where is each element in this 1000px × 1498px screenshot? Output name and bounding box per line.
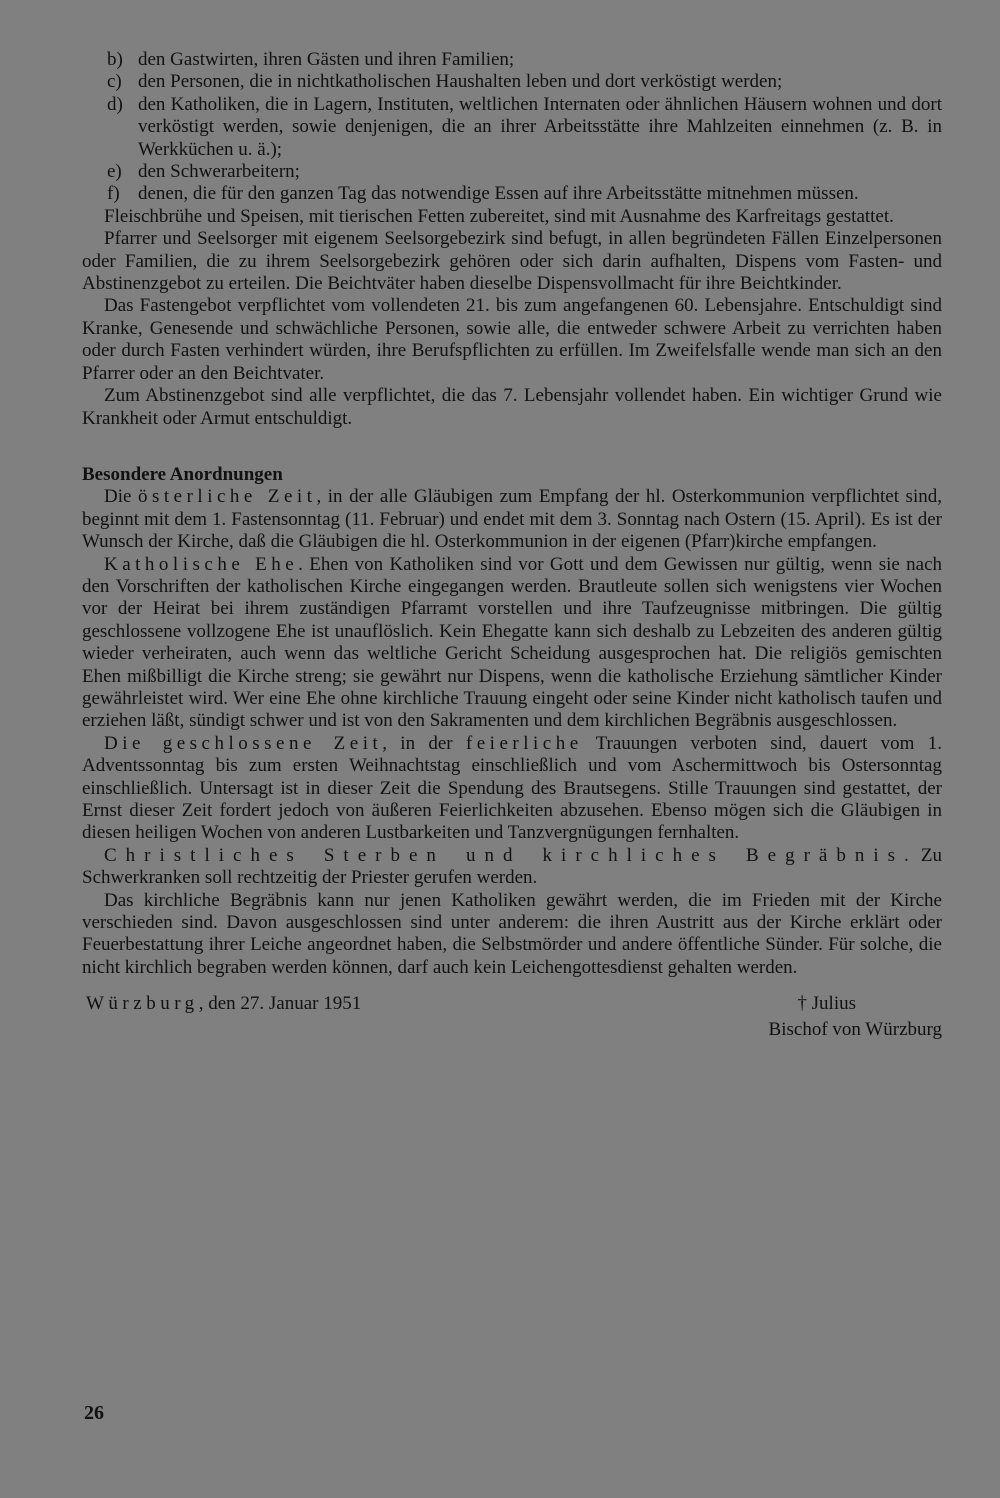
signature-name: † Julius <box>797 993 856 1015</box>
list-item <box>82 94 942 161</box>
list-item <box>82 161 942 183</box>
text-segment: Die <box>104 486 138 508</box>
signature-block <box>82 993 942 1045</box>
text-segment: . Zu Schwerkranken soll rechtzeitig der Priester gerufen werden. <box>82 844 942 889</box>
signature-date: , den 27. Januar 1951 <box>198 993 362 1015</box>
list-item-text: den Gastwirten, ihren Gästen und ihren Familien; <box>138 49 515 70</box>
paragraph-geschlossene-zeit <box>82 733 942 845</box>
list-item-label: e) <box>107 161 122 183</box>
list-item <box>82 71 942 93</box>
list-item-label: f) <box>107 183 120 205</box>
text-segment: Trauungen verboten sind, dauert vom 1. Adventssonntag bis zum ersten Weihnachtstag einschließlich und vom Aschermittwoch bis Ostersonntag einschließlich. Untersagt ist in dieser Zeit die Spendung des Brautsegens. Stille Trauungen sind gestattet, der Ernst dieser Zeit fordert jedoch von äußeren Feierlichkeiten abzusehen. Ebenso mögen sich die Gläubigen in diesen heiligen Wochen von anderen Lustbarkeiten und Tanzvergnügungen fernhalten. <box>82 732 942 844</box>
paragraph-fleischbruehe: Fleischbrühe und Speisen, mit tierischen Fetten zubereitet, sind mit Ausnahme des Karfreitags gestattet. <box>104 205 894 227</box>
paragraph-christliches-sterben <box>82 845 942 890</box>
text-segment: , in der <box>382 732 466 754</box>
paragraph-fastengebot: Das Fastengebot verpflichtet vom vollendeten 21. bis zum angefangenen 60. Lebensjahre. Entschuldigt sind Kranke, Genesende und schwächliche Personen, sowie alle, die entweder schwere Arbeit zu verrichten haben oder durch Fasten verhindert würden, ihre Berufspflichten zu erfüllen. Im Zweifelsfalle wende man sich an den Pfarrer oder an den Beichtvater. <box>82 295 942 384</box>
text-segment: , in der alle Gläubigen zum Empfang der hl. Osterkommunion verpflichtet sind, beginnt mit dem 1. Fastensonntag (11. Februar) und endet mit dem 3. Sonntag nach Ostern (15. April). Es ist der Wunsch der Kirche, daß die Gläubigen die hl. Osterkommunion in der eigenen (Pfarr)kirche empfangen. <box>82 486 942 553</box>
spaced-term: feierliche <box>465 732 583 754</box>
list-item-label: c) <box>107 71 122 93</box>
list-item-text: den Schwerarbeitern; <box>138 161 300 183</box>
signature-place-date <box>86 993 361 1015</box>
list-item <box>82 49 942 71</box>
paragraph-begraebnis: Das kirchliche Begräbnis kann nur jenen Katholiken gewährt werden, die im Frieden mit der Kirche verschieden sind. Davon ausgeschlossen sind unter anderem: die ihren Austritt aus der Kirche erklärt oder Feuerbestattung ihrer Leiche angeordnet haben, die Selbstmörder und andere öffentliche Sünder. Für solche, die nicht kirchlich begraben werden können, darf auch kein Leichengottesdienst gehalten werden. <box>82 889 942 978</box>
section-heading: Besondere Anordnungen <box>82 463 283 485</box>
paragraph-katholische-ehe <box>82 554 942 733</box>
paragraph-oesterliche-zeit <box>82 486 942 553</box>
list-item-label: d) <box>107 93 123 115</box>
text-segment: . Ehen von Katholiken sind vor Gott und dem Gewissen nur gültig, wenn sie nach den Vorschriften der katholischen Kirche eingegangen werden. Brautleute sollen sich wenigstens vier Wochen vor der Heirat bei ihrem zuständigen Pfarramt vorstellen und ihre Taufzeugnisse mitbringen. Die gültig geschlossene vollzogene Ehe ist unauflöslich. Kein Ehegatte kann sich deshalb zu Lebzeiten des anderen gültig wieder verheiraten, auch wenn das weltliche Gericht Scheidung ausgesprochen hat. Die religiös gemischten Ehen mißbilligt die Kirche streng; sie gewährt nur Dispens, wenn die katholische Erziehung sämtlicher Kinder gewährleistet wird. Wer eine Ehe ohne kirchliche Trauung eingeht oder seine Kinder nicht katholisch taufen und erziehen läßt, sündigt schwer und ist von den Sakramenten und dem kirchlichen Begräbnis ausgeschlossen. <box>82 553 942 732</box>
spaced-term: Die geschlossene Zeit <box>104 732 383 754</box>
list-item <box>82 183 942 205</box>
signature-place: Würzburg <box>86 993 199 1015</box>
paragraph-dispens: Pfarrer und Seelsorger mit eigenem Seelsorgebezirk sind befugt, in allen begründeten Fällen Einzelpersonen oder Familien, die zu ihrem Seelsorgebezirk gehören oder sich darin aufhalten, Dispens vom Fasten- und Abstinenzgebot zu erteilen. Die Beichtväter haben dieselbe Dispensvollmacht für ihre Beichtkinder. <box>82 228 942 295</box>
list-item-text: den Personen, die in nichtkatholischen Haushalten leben und dort verköstigt werden; <box>138 71 783 93</box>
spaced-term: Christliches Sterben und kirchliches Begräbnis <box>104 844 905 866</box>
spaced-term: Katholische Ehe <box>104 553 299 575</box>
list-item-text: den Katholiken, die in Lagern, Instituten, weltlichen Internaten oder ähnlichen Häusern wohnen und dort verköstigt werden, sowie denjenigen, die an ihrer Arbeitsstätte ihre Mahlzeiten einnehmen (z. B. in Werkküchen u. ä.); <box>138 93 942 160</box>
list-item-label: b) <box>107 49 123 70</box>
list-item-text: denen, die für den ganzen Tag das notwendige Essen auf ihre Arbeitsstätte mitnehmen müssen. <box>138 183 859 205</box>
page-number: 26 <box>84 1402 104 1424</box>
exemption-list <box>82 49 942 206</box>
spaced-term: österliche Zeit <box>137 486 317 508</box>
signature-title: Bischof von Würzburg <box>768 1019 942 1041</box>
paragraph-abstinenzgebot: Zum Abstinenzgebot sind alle verpflichtet, die das 7. Lebensjahr vollendet haben. Ein wichtiger Grund wie Krankheit oder Armut entschuldigt. <box>82 385 942 429</box>
